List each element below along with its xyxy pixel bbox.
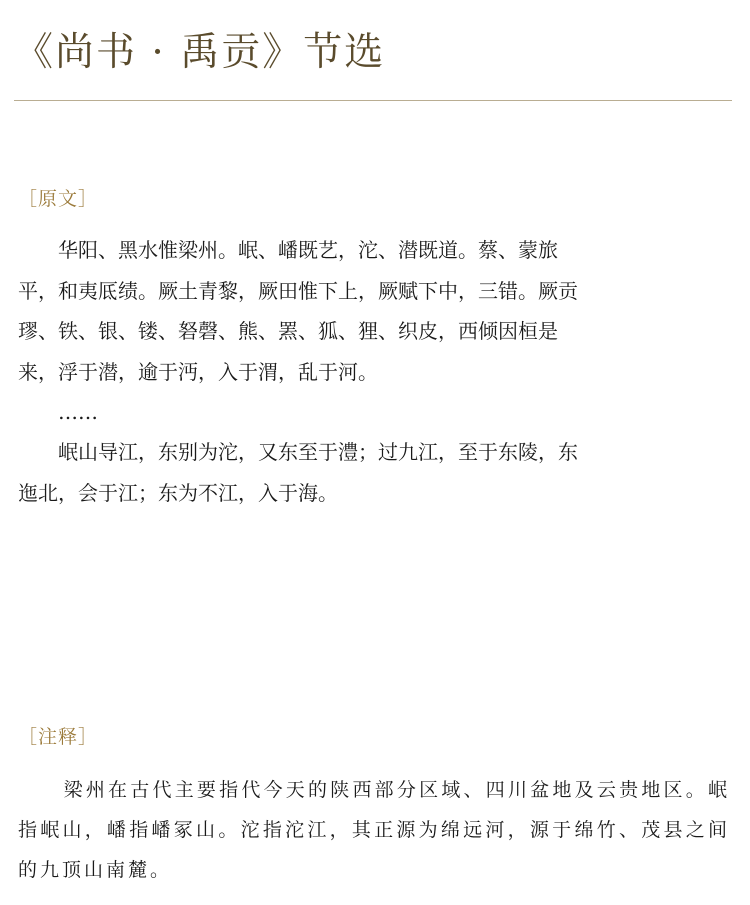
- original-text-body: [18, 230, 578, 513]
- page-title: 《尚书 · 禹贡》节选: [14, 30, 386, 75]
- original-text-ellipsis: ……: [58, 400, 98, 424]
- annotation-body: [18, 770, 730, 890]
- original-text-paragraph-2: 岷山导江，东别为沱，又东至于澧；过九江，至于东陵，东迤北，会于江；东为不江，入于海。: [18, 440, 578, 505]
- title-divider: [14, 100, 732, 101]
- annotation-heading: ［注释］: [18, 726, 99, 748]
- original-text-paragraph-1: 华阳、黑水惟梁州。岷、嶓既艺，沱、潜既道。蔡、蒙旅平，和夷厎绩。厥土青黎，厥田惟下上，厥赋下中，三错。厥贡璆、铁、银、镂、砮磬、熊、罴、狐、狸、织皮，西倾因桓是来，浮于潜，逾于沔，入于渭，乱于河。: [18, 238, 578, 384]
- annotation-paragraph-1: 梁州在古代主要指代今天的陕西部分区域、四川盆地及云贵地区。岷指岷山，嶓指嶓冢山。沱指沱江，其正源为绵远河，源于绵竹、茂县之间的九顶山南麓。: [18, 779, 730, 881]
- original-text-heading: ［原文］: [18, 188, 99, 210]
